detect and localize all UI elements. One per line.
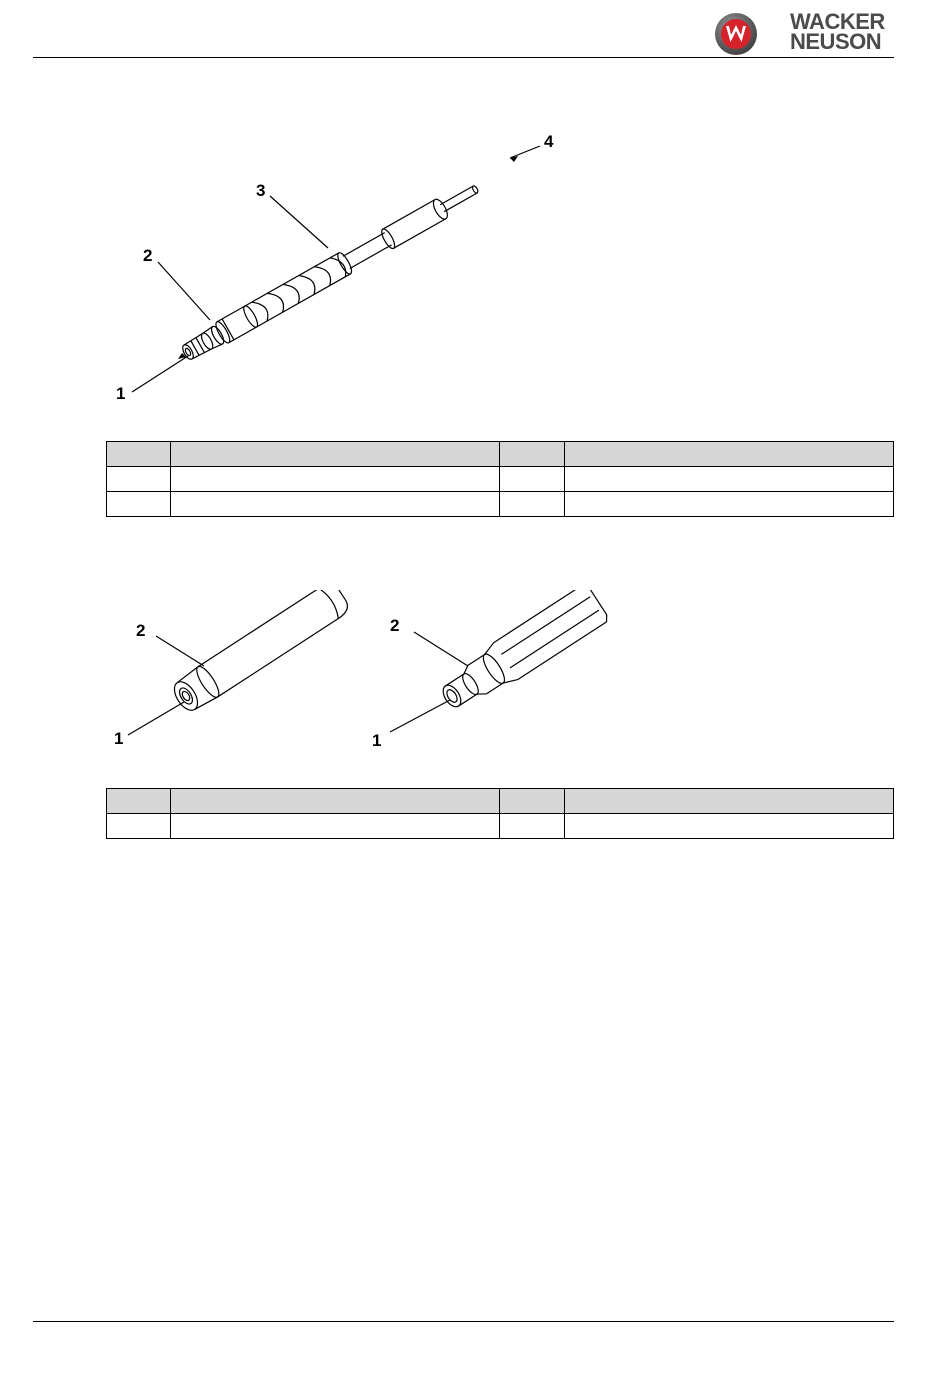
callout-3: 3 (256, 181, 266, 200)
callout-1: 1 (116, 384, 126, 403)
table-cell (564, 467, 893, 492)
figure-stepped-tool-drawing (370, 590, 620, 750)
footer-rule (33, 1321, 894, 1322)
table-row (107, 814, 894, 839)
brand-line-1: WACKER (790, 9, 885, 34)
table-cell (500, 814, 564, 839)
parts-table-1 (106, 441, 894, 517)
figure-sleeve-tool-drawing (100, 590, 360, 750)
table-cell (107, 467, 171, 492)
figure-shaft-drawing (100, 120, 580, 420)
right-callout-1: 1 (372, 731, 382, 750)
table-row (107, 492, 894, 517)
table-cell (500, 492, 564, 517)
table-cell (171, 492, 500, 517)
brand-line-2: NEUSON (790, 29, 882, 54)
table-header-row (107, 789, 894, 814)
table-cell (171, 467, 500, 492)
header-rule (33, 57, 894, 58)
table-cell (564, 814, 893, 839)
table-cell (564, 492, 893, 517)
header-cell (564, 442, 893, 467)
header-cell (171, 442, 500, 467)
wacker-neuson-w-logo-icon (714, 12, 758, 56)
header-cell (500, 789, 564, 814)
table-cell (500, 467, 564, 492)
right-callout-2: 2 (390, 616, 400, 635)
left-callout-1: 1 (114, 729, 124, 748)
header-cell (171, 789, 500, 814)
parts-table-2 (106, 788, 894, 839)
callout-2: 2 (143, 246, 153, 265)
header-cell (107, 789, 171, 814)
table-cell (171, 814, 500, 839)
table-cell (107, 492, 171, 517)
header-cell (564, 789, 893, 814)
brand-wordmark (790, 9, 900, 54)
left-callout-2: 2 (136, 621, 146, 640)
header-cell (107, 442, 171, 467)
callout-4: 4 (544, 132, 554, 151)
table-header-row (107, 442, 894, 467)
header-cell (500, 442, 564, 467)
table-cell (107, 814, 171, 839)
brand-logo (714, 10, 894, 56)
table-row (107, 467, 894, 492)
